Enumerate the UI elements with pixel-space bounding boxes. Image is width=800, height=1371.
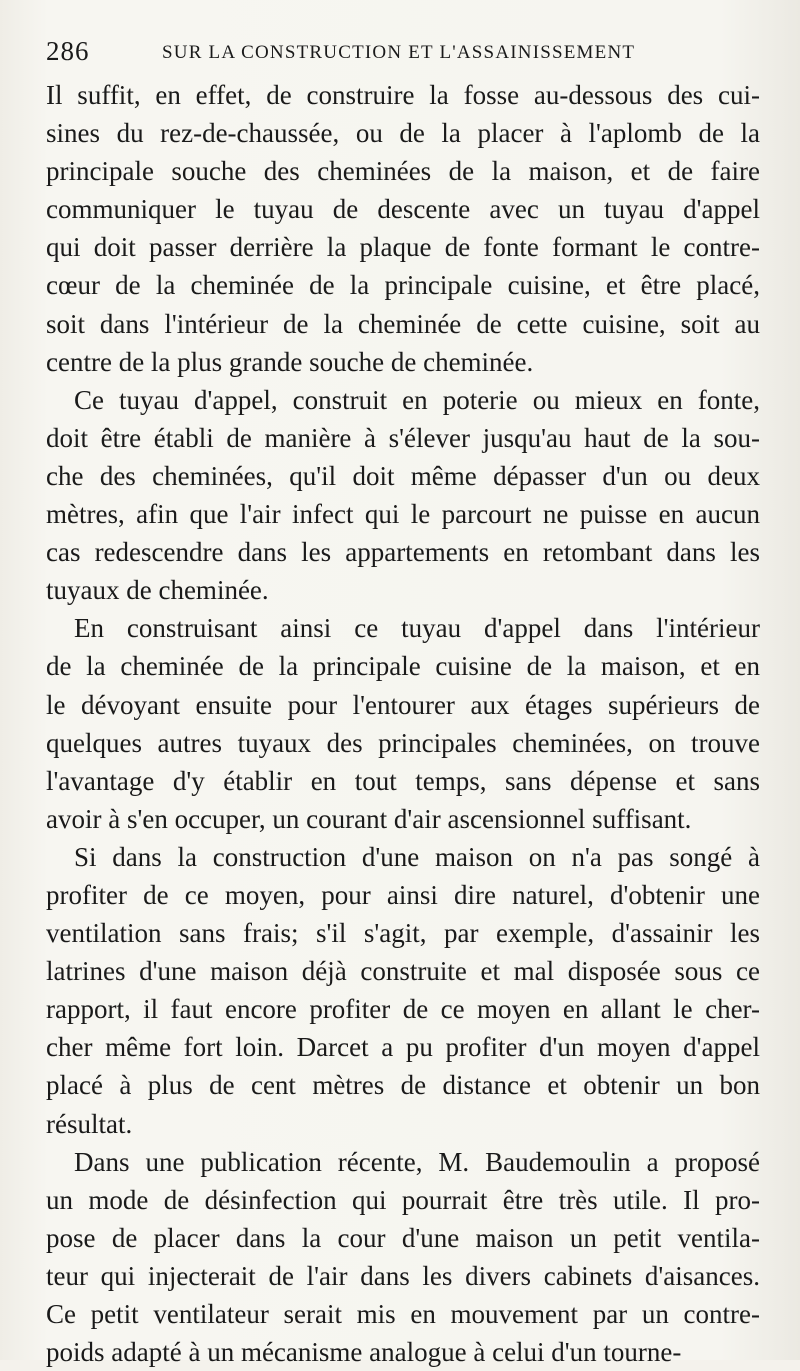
text-line: pose de placer dans la cour d'une maison un petit ventila- [46,1222,760,1253]
text-line: placé à plus de cent mètres de distance et obtenir un bon [46,1070,760,1101]
text-line: latrines d'une maison déjà construite et mal disposée sous ce [46,956,760,987]
text-line: poids adapté à un mécanisme analogue à celui d'un tourne- [46,1337,682,1368]
paragraph [46,76,760,381]
text-line: Si dans la construction d'une maison on n'a pas songé à [74,841,760,872]
text-line: sines du rez-de-chaussée, ou de la placer à l'aplomb de la [46,118,760,149]
text-line: principale souche des cheminées de la maison, et de faire [46,156,760,187]
text-line: teur qui injecterait de l'air dans les divers cabinets d'aisances. [46,1260,760,1291]
text-line: centre de la plus grande souche de cheminée. [46,346,534,377]
paragraph [46,838,760,1143]
text-line: résultat. [46,1108,133,1139]
text-line: tuyaux de cheminée. [46,575,269,606]
text-line: cher même fort loin. Darcet a pu profiter d'un moyen d'appel [46,1032,760,1063]
text-line: un mode de désinfection qui pourrait être très utile. Il pro- [46,1184,760,1215]
text-line: ventilation sans frais; s'il s'agit, par exemple, d'assainir les [46,918,760,949]
page-number: 286 [46,36,90,66]
text-line: Il suffit, en effet, de construire la fosse au-dessous des cui- [46,80,760,110]
text-line: l'avantage d'y établir en tout temps, sans dépense et sans [46,765,760,796]
text-line: de la cheminée de la principale cuisine de la maison, et en [46,651,760,682]
running-head: SUR LA CONSTRUCTION ET L'ASSAINISSEMENT [162,42,636,63]
paragraph [46,609,760,838]
page-header [46,34,762,70]
text-line: le dévoyant ensuite pour l'entourer aux étages supérieurs de [46,689,760,720]
text-line: cas redescendre dans les appartements en retombant dans les [46,537,760,568]
text-line: doit être établi de manière à s'élever jusqu'au haut de la sou- [46,422,760,453]
text-line: soit dans l'intérieur de la cheminée de cette cuisine, soit au [46,308,760,339]
text-line: En construisant ainsi ce tuyau d'appel dans l'intérieur [74,613,760,644]
text-line: rapport, il faut encore profiter de ce moyen en allant le cher- [46,994,760,1025]
text-line: quelques autres tuyaux des principales cheminées, on trouve [46,727,760,758]
text-line: mètres, afin que l'air infect qui le parcourt ne puisse en aucun [46,499,760,530]
text-line: cœur de la cheminée de la principale cuisine, et être placé, [46,270,760,301]
text-line: Ce petit ventilateur serait mis en mouvement par un contre- [46,1299,760,1329]
body-text [46,76,760,1371]
text-line: che des cheminées, qu'il doit même dépasser d'un ou deux [46,460,760,491]
text-line: qui doit passer derrière la plaque de fonte formant le contre- [46,232,760,263]
paragraph [46,381,760,610]
text-line: communiquer le tuyau de descente avec un tuyau d'appel [46,194,760,225]
text-line: profiter de ce moyen, pour ainsi dire naturel, d'obtenir une [46,879,760,910]
text-line: Ce tuyau d'appel, construit en poterie ou mieux en fonte, [74,384,760,415]
text-line: avoir à s'en occuper, un courant d'air ascensionnel suffisant. [46,803,692,834]
text-line: Dans une publication récente, M. Baudemoulin a proposé [74,1146,760,1177]
paragraph [46,1143,760,1371]
